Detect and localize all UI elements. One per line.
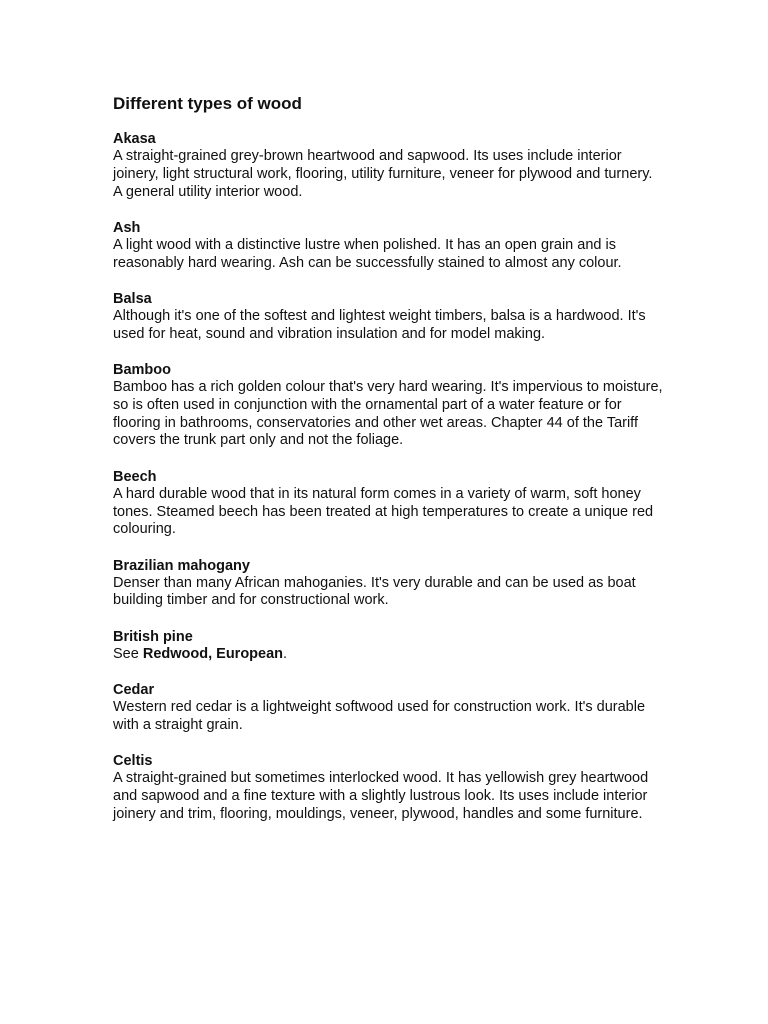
cross-reference: Redwood, European	[142, 645, 284, 662]
entry-british-pine	[113, 628, 663, 664]
entry-balsa	[113, 290, 663, 344]
entry-bamboo	[113, 361, 663, 450]
entry-description: Denser than many African mahoganies. It's very durable and can be used as boat building timber and for constructional work.	[113, 574, 636, 609]
entry-name: Brazilian mahogany	[113, 557, 250, 574]
see-suffix: .	[283, 645, 288, 662]
entry-akasa	[113, 130, 663, 201]
entry-brazilian-mahogany	[113, 557, 663, 611]
entry-description: A hard durable wood that in its natural form comes in a variety of warm, soft honey tones. Steamed beech has been treated at high temperatures to create a unique red colouring.	[113, 485, 654, 538]
entry-description: A straight-grained grey-brown heartwood and sapwood. Its uses include interior joinery, light structural work, flooring, utility furniture, veneer for plywood and turnery. A general utility interior wood.	[113, 148, 653, 200]
entry-description: Western red cedar is a lightweight softwood used for construction work. It's durable with a straight grain.	[113, 699, 646, 733]
entry-description	[113, 646, 663, 664]
entry-description: A light wood with a distinctive lustre when polished. It has an open grain and is reasonably hard wearing. Ash can be successfully stained to almost any colour.	[113, 236, 622, 271]
document-title: Different types of wood	[113, 94, 302, 113]
entry-name: British pine	[113, 628, 193, 645]
entry-name: Balsa	[113, 290, 152, 307]
document-page	[113, 92, 663, 841]
entry-beech	[113, 468, 663, 539]
entry-name: Bamboo	[113, 362, 171, 379]
entry-name: Cedar	[113, 682, 155, 699]
entry-description: A straight-grained but sometimes interlocked wood. It has yellowish grey heartwood and sapwood and a fine texture with a slightly lustrous look. Its uses include interior joinery and trim, flooring, mouldings, veneer, plywood, handles and some furniture.	[113, 770, 649, 822]
entry-celtis	[113, 752, 663, 823]
entry-name: Ash	[113, 219, 141, 236]
see-prefix: See	[113, 645, 143, 662]
entry-cedar	[113, 681, 663, 735]
entry-description: Although it's one of the softest and lightest weight timbers, balsa is a hardwood. It's used for heat, sound and vibration insulation and for model making.	[113, 307, 646, 342]
entry-name: Akasa	[113, 131, 156, 147]
entry-ash	[113, 219, 663, 273]
entry-name: Beech	[113, 468, 157, 485]
entry-name: Celtis	[113, 753, 153, 770]
entry-description: Bamboo has a rich golden colour that's very hard wearing. It's impervious to moisture, so is often used in conjunction with the ornamental part of a water feature or for flooring in bathrooms, conservatories and other wet areas. Chapter 44 of the Tariff covers the trunk part only and not the foliage.	[113, 379, 663, 449]
